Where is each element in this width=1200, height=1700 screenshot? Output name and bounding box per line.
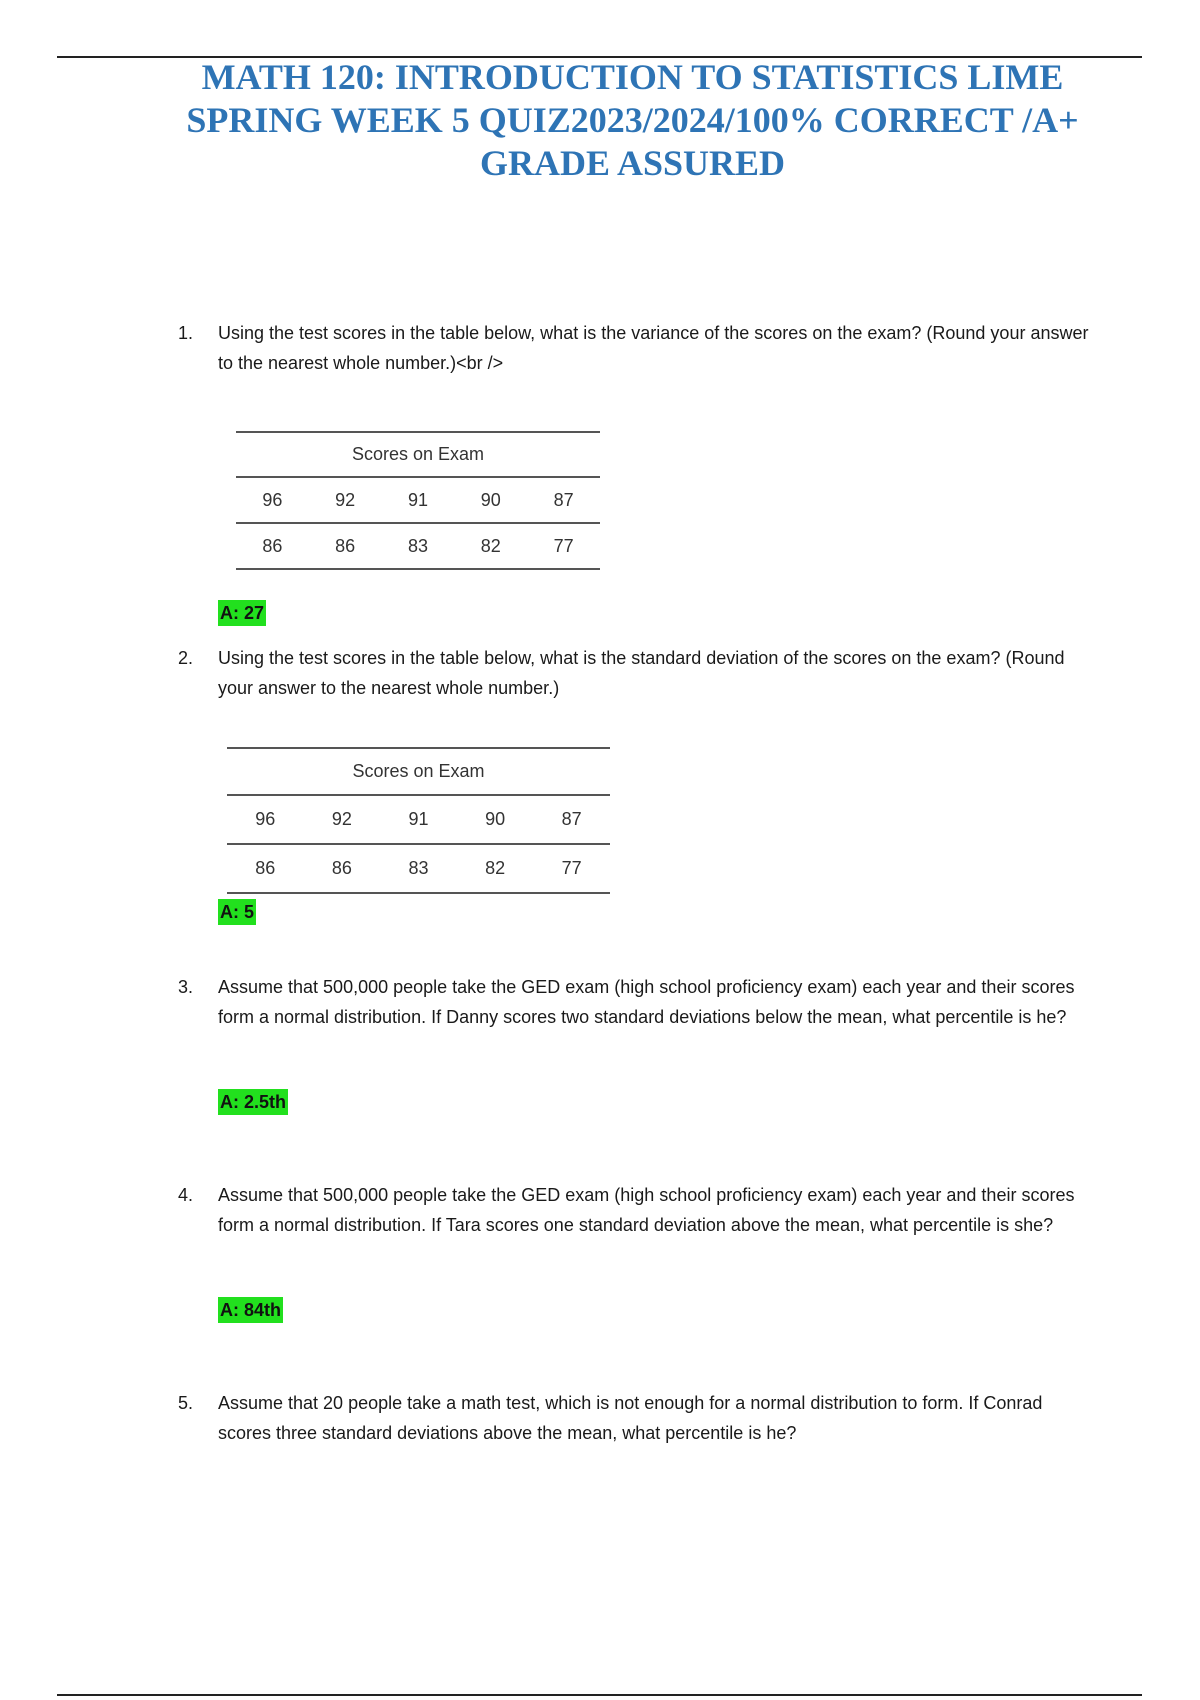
- table-cell: 91: [380, 795, 457, 844]
- title-line-3: GRADE ASSURED: [479, 143, 786, 183]
- table-cell: 87: [533, 795, 610, 844]
- title-line-2: SPRING WEEK 5 QUIZ2023/2024/100% CORRECT /A+: [186, 100, 1079, 140]
- table-cell: 92: [309, 477, 382, 523]
- title-line-1: MATH 120: INTRODUCTION TO STATISTICS LIME: [201, 57, 1064, 97]
- question-number: 4.: [178, 1185, 194, 1205]
- question-text: Assume that 500,000 people take the GED exam (high school proficiency exam) each year and their scores form a normal distribution. If Tara scores one standard deviation above the mean, what percentile is she?: [218, 1185, 1075, 1235]
- table-row: [227, 844, 610, 893]
- table-cell: 96: [236, 477, 309, 523]
- question-text: Assume that 500,000 people take the GED exam (high school proficiency exam) each year and their scores form a normal distribution. If Danny scores two standard deviations below the mean, what percentile is he?: [218, 977, 1075, 1027]
- table-row: [236, 477, 600, 523]
- table-cell: 91: [382, 477, 455, 523]
- table-cell: 77: [527, 523, 600, 569]
- table-cell: 83: [380, 844, 457, 893]
- table-cell: 86: [227, 844, 304, 893]
- table-cell: 82: [454, 523, 527, 569]
- table-cell: 92: [304, 795, 381, 844]
- answer-highlight: A: 84th: [218, 1297, 283, 1323]
- question-text: Using the test scores in the table below, what is the standard deviation of the scores on the exam? (Round your answer to the nearest whole number.): [218, 648, 1065, 698]
- table-header: Scores on Exam: [236, 432, 600, 477]
- question-number: 5.: [178, 1393, 194, 1413]
- question-number: 3.: [178, 977, 194, 997]
- table-cell: 87: [527, 477, 600, 523]
- answer-highlight: A: 5: [218, 899, 256, 925]
- bottom-rule: [57, 1694, 1142, 1696]
- table-cell: 86: [304, 844, 381, 893]
- table-cell: 90: [457, 795, 534, 844]
- table-cell: 82: [457, 844, 534, 893]
- table-row: [227, 795, 610, 844]
- question-text: Assume that 20 people take a math test, which is not enough for a normal distribution to form. If Conrad scores three standard deviations above the mean, what percentile is he?: [218, 1393, 1043, 1443]
- document-title: [150, 56, 1115, 185]
- table-cell: 90: [454, 477, 527, 523]
- table-row: [236, 523, 600, 569]
- answer-highlight: A: 27: [218, 600, 266, 626]
- table-cell: 83: [382, 523, 455, 569]
- table-cell: 96: [227, 795, 304, 844]
- question-text: Using the test scores in the table below, what is the variance of the scores on the exam? (Round your answer to the nearest whole number.)<br />: [218, 323, 1089, 373]
- question-number: 1.: [178, 323, 194, 343]
- table-cell: 77: [533, 844, 610, 893]
- table-cell: 86: [236, 523, 309, 569]
- table-header: Scores on Exam: [227, 748, 610, 795]
- answer-highlight: A: 2.5th: [218, 1089, 288, 1115]
- question-number: 2.: [178, 648, 194, 668]
- table-cell: 86: [309, 523, 382, 569]
- scores-table: [227, 747, 610, 894]
- scores-table: [236, 431, 600, 570]
